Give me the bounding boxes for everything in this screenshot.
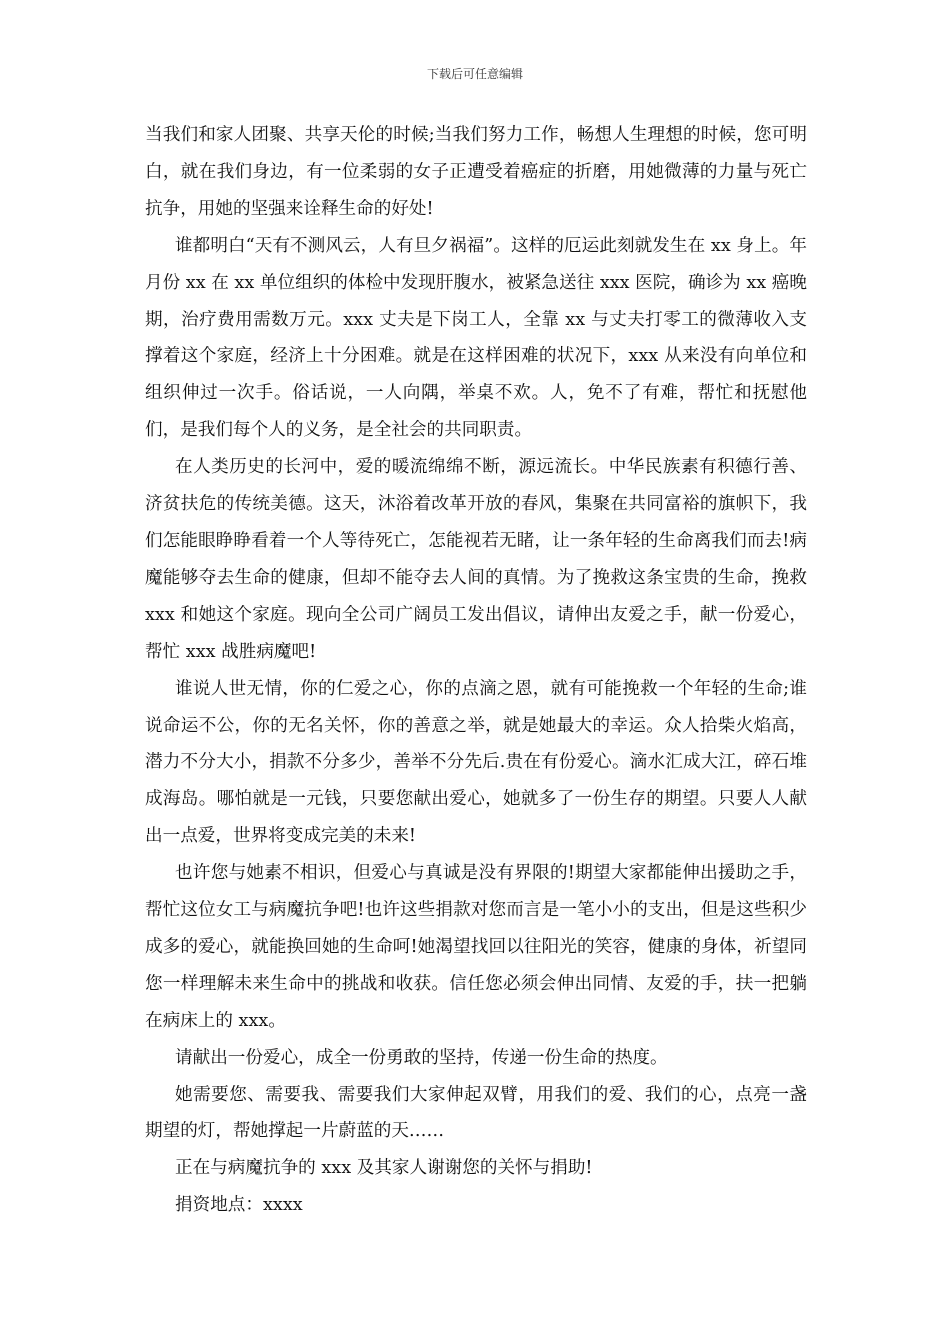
paragraph-7: 她需要您、需要我、需要我们大家伸起双臂，用我们的爱、我们的心，点亮一盏期望的灯，帮她撑起一片蔚蓝的天…… (145, 1084, 807, 1142)
paragraph-2: 谁都明白“天有不测风云，人有旦夕祸福”。这样的厄运此刻就发生在 xx 身上。年月份 xx 在 xx 单位组织的体检中发现肝腹水，被紧急送往 xxx 医院，确诊为 xx 癌晚期，治疗费用需数万元。xxx 丈夫是下岗工人，全靠 xx 与丈夫打零工的微薄收入支撑着这个家庭，经济上十分困难。就是在这样困难的状况下，xxx 从来没有向单位和组织伸过一次手。俗话说，一人向隅，举桌不欢。人，免不了有难，帮忙和抚慰他们，是我们每个人的义务，是全社会的共同职责。 (145, 235, 807, 441)
paragraph-1: 当我们和家人团聚、共享天伦的时候;当我们努力工作，畅想人生理想的时候，您可明白，就在我们身边，有一位柔弱的女子正遭受着癌症的折磨，用她微薄的力量与死亡抗争，用她的坚强来诠释生命的好处! (145, 125, 807, 219)
paragraph-donation-location: 捐资地点：xxxx (175, 1195, 303, 1216)
paragraph-5: 也许您与她素不相识，但爱心与真诚是没有界限的!期望大家都能伸出援助之手，帮忙这位女工与病魔抗争吧!也许这些捐款对您而言是一笔小小的支出，但是这些积少成多的爱心，就能换回她的生命呵!她渴望找回以往阳光的笑容，健康的身体，祈望同您一样理解未来生命中的挑战和收获。信任您必须会伸出同情、友爱的手，扶一把躺在病床上的 xxx。 (145, 863, 807, 1031)
paragraph-6: 请献出一份爱心，成全一份勇敢的坚持，传递一份生命的热度。 (175, 1047, 668, 1068)
paragraph-8: 正在与病魔抗争的 xxx 及其家人谢谢您的关怀与捐助! (175, 1158, 593, 1179)
document-body (145, 117, 807, 1224)
paragraph-3: 在人类历史的长河中，爱的暖流绵绵不断，源远流长。中华民族素有积德行善、济贫扶危的传统美德。这天，沐浴着改革开放的春风，集聚在共同富裕的旗帜下，我们怎能眼睁睁看着一个人等待死亡，怎能视若无睹，让一条年轻的生命离我们而去!病魔能够夺去生命的健康，但却不能夺去人间的真情。为了挽救这条宝贵的生命，挽救 xxx 和她这个家庭。现向全公司广阔员工发出倡议，请伸出友爱之手，献一份爱心，帮忙 xxx 战胜病魔吧! (145, 457, 807, 662)
paragraph-4: 谁说人世无情，你的仁爱之心，你的点滴之恩，就有可能挽救一个年轻的生命;谁说命运不公，你的无名关怀，你的善意之举，就是她最大的幸运。众人拾柴火焰高，潜力不分大小，捐款不分多少，善举不分先后.贵在有份爱心。滴水汇成大江，碎石堆成海岛。哪怕就是一元钱，只要您献出爱心，她就多了一份生存的期望。只要人人献出一点爱，世界将变成完美的未来! (145, 678, 807, 847)
page-header: 下载后可任意编辑 (426, 67, 523, 81)
